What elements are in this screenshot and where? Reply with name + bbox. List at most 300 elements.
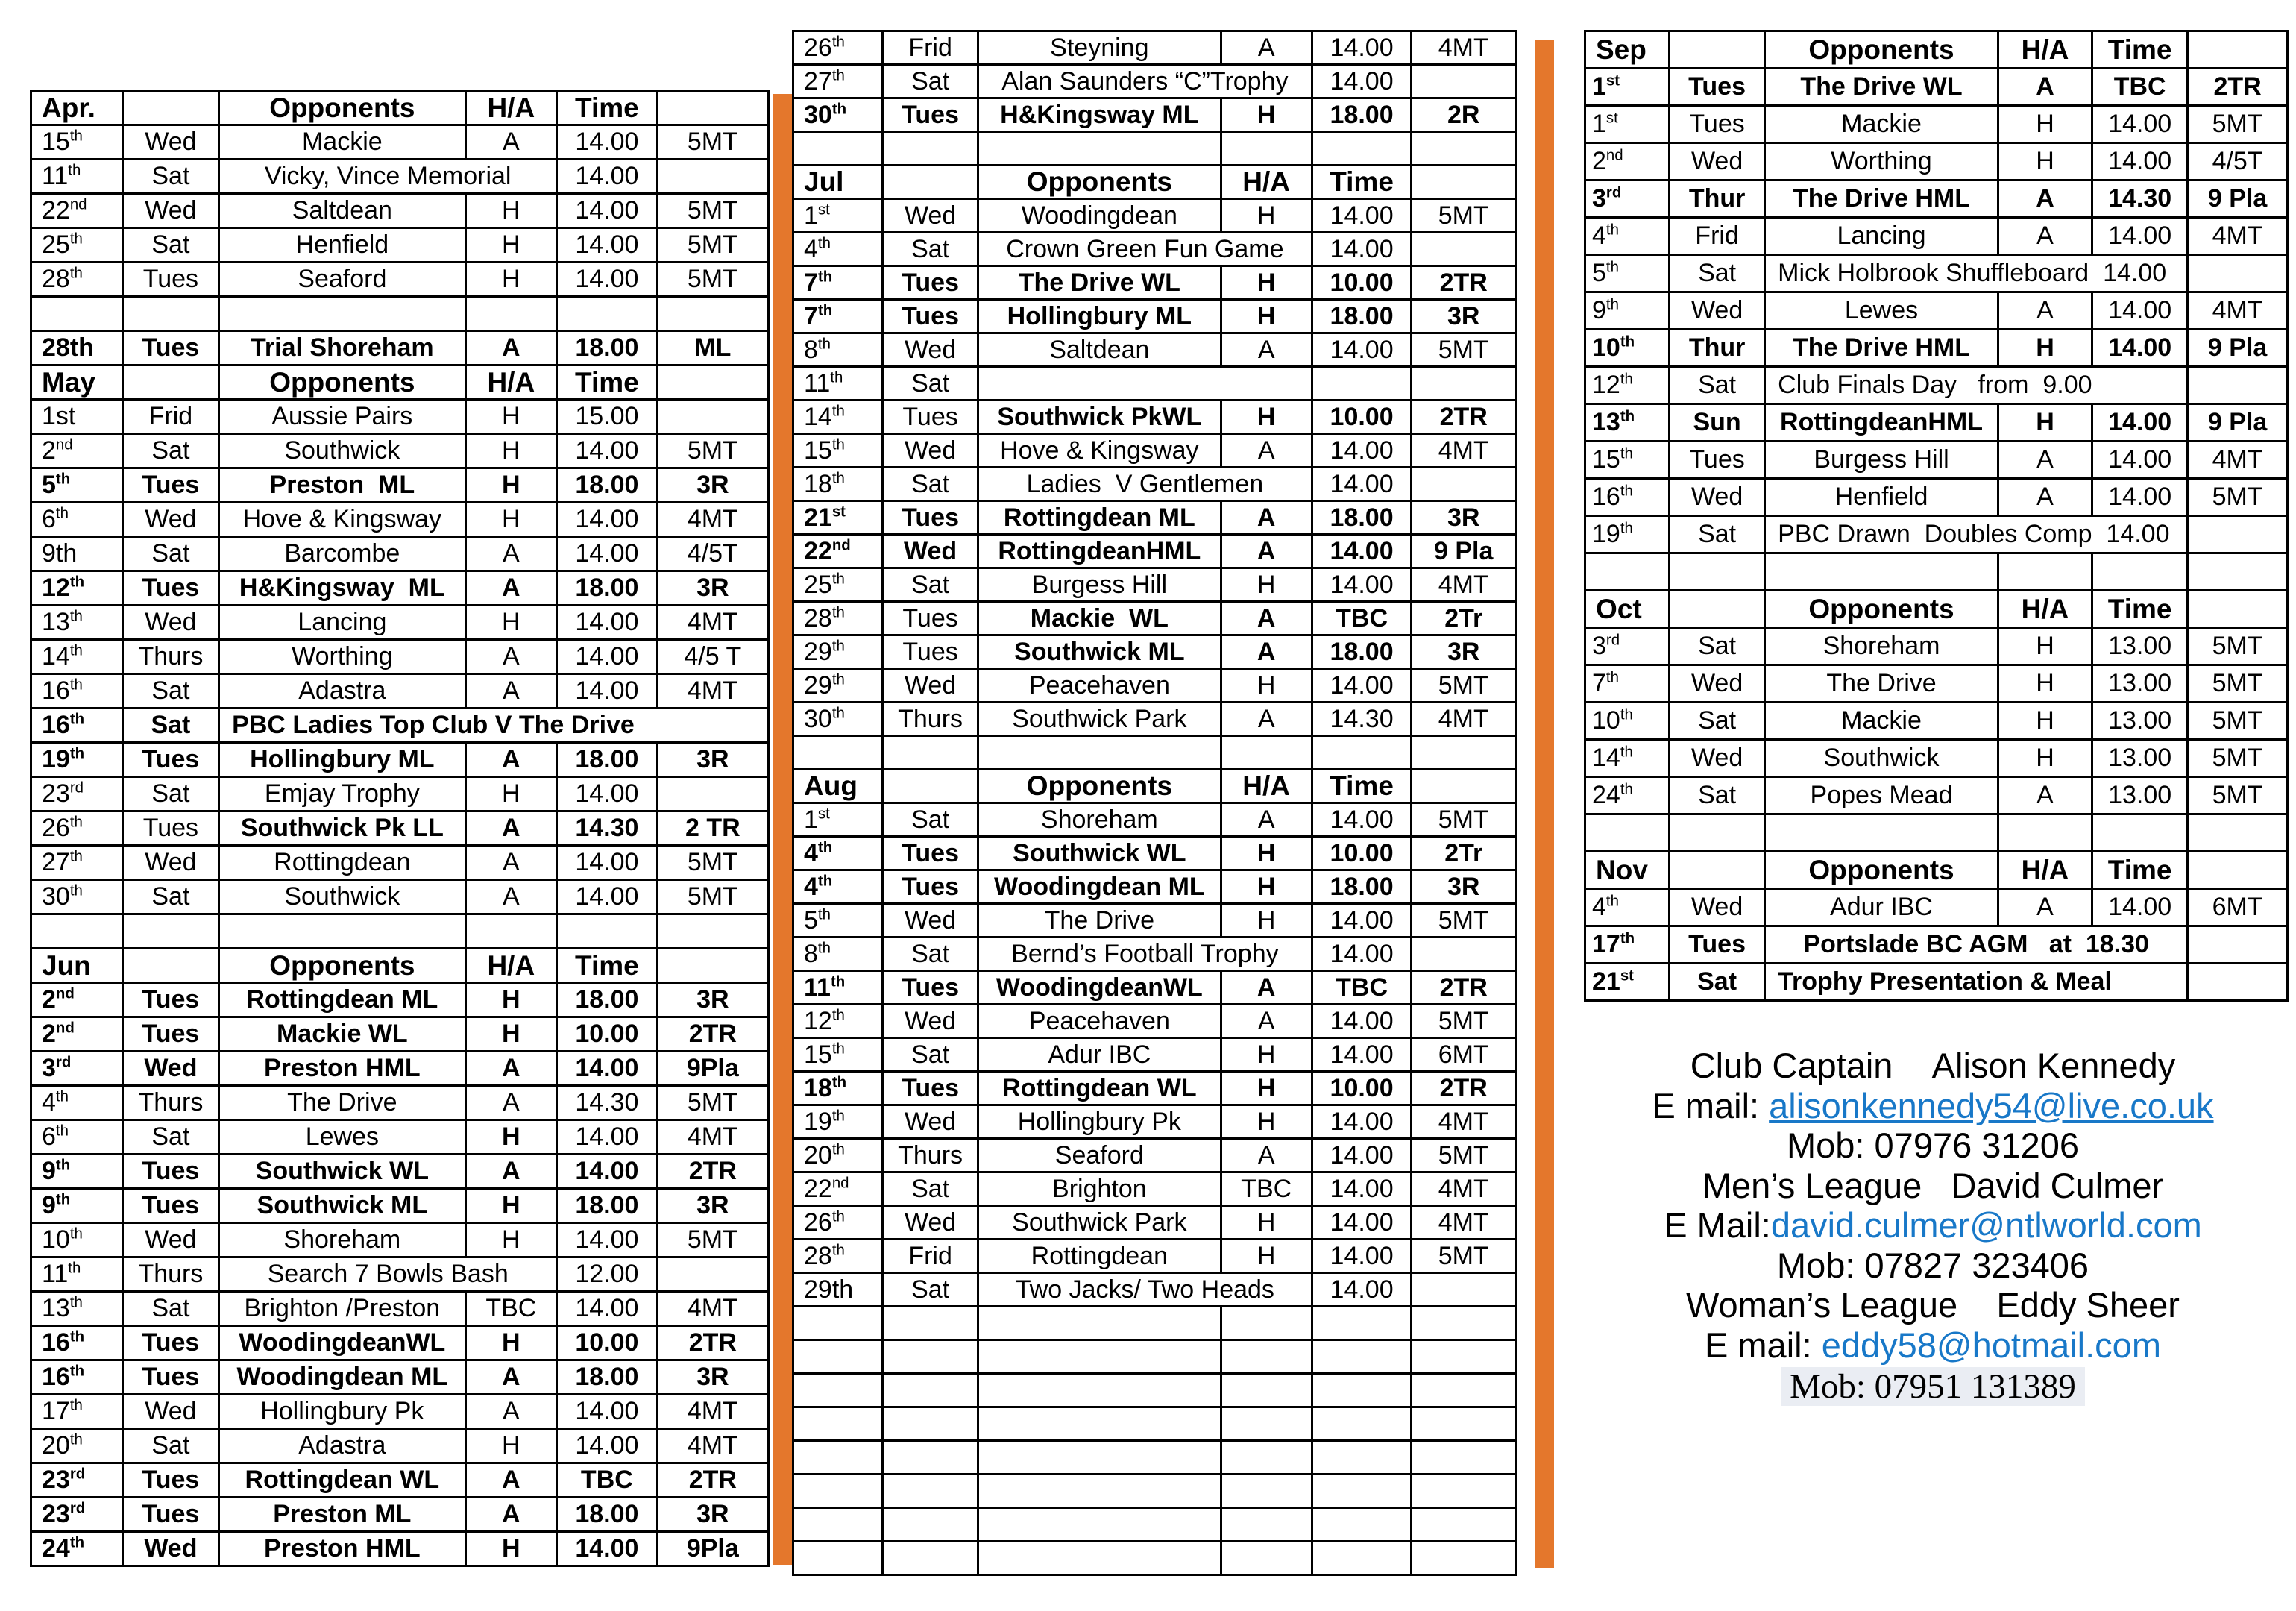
notes-cell: 5MT (657, 263, 768, 297)
notes-header-cell (2188, 591, 2288, 628)
date-cell: 15th (793, 434, 883, 468)
ha-cell: H (1221, 98, 1312, 132)
notes-cell: 3R (1412, 635, 1516, 669)
opponent-cell: The Drive (978, 904, 1221, 938)
notes-cell (1412, 938, 1516, 971)
day-cell: Tues (883, 300, 978, 333)
notes-cell: 5MT (1412, 1240, 1516, 1273)
ha-cell: A (1221, 434, 1312, 468)
time-header-cell: Time (1312, 166, 1412, 199)
time-cell: 14.00 (557, 263, 658, 297)
day-cell: Wed (122, 503, 219, 537)
time-cell: 14.00 (2092, 143, 2188, 180)
date-cell: 9th (31, 537, 123, 571)
day-cell: Tues (883, 401, 978, 434)
time-cell: 14.00 (557, 194, 658, 228)
date-cell: 30th (793, 703, 883, 736)
ha-cell: H (465, 606, 557, 640)
notes-cell (2188, 814, 2288, 852)
captain-email-line (1573, 1086, 2292, 1126)
opponent-cell: Adur IBC (978, 1038, 1221, 1072)
opponent-cell: Southwick (219, 434, 465, 468)
ha-cell: A (1998, 442, 2092, 479)
notes-cell: 9Pla (657, 1532, 768, 1566)
ha-cell: H (1221, 199, 1312, 233)
day-cell: Tues (1670, 106, 1765, 143)
ha-cell: A (1998, 180, 2092, 218)
notes-cell: 2 TR (657, 811, 768, 846)
opponents-header-cell: Opponents (219, 949, 465, 983)
day-cell: Thurs (122, 1086, 219, 1120)
time-cell: 13.00 (2092, 703, 2188, 740)
ha-header-cell: H/A (1998, 852, 2092, 889)
day-cell: Tues (883, 870, 978, 904)
time-cell: 18.00 (1312, 300, 1412, 333)
time-header-cell: Time (2092, 852, 2188, 889)
time-cell: 14.00 (2092, 442, 2188, 479)
day-cell: Tues (122, 1463, 219, 1498)
time-cell: 14.00 (557, 1429, 658, 1463)
notes-cell (1412, 367, 1516, 401)
month-header-cell: Apr. (31, 91, 123, 125)
day-cell: Wed (883, 333, 978, 367)
notes-cell: 5MT (2188, 740, 2288, 777)
opponent-cell: Rottingdean (978, 1240, 1221, 1273)
notes-cell: 3R (657, 468, 768, 503)
opponent-cell: Mackie WL (978, 602, 1221, 635)
ha-header-cell: H/A (1221, 166, 1312, 199)
fixture-row (31, 983, 769, 1017)
time-cell: 14.00 (557, 640, 658, 674)
time-cell (1312, 1307, 1412, 1340)
fixture-row (1585, 479, 2288, 516)
month-header-row (1585, 852, 2288, 889)
ha-cell (1998, 814, 2092, 852)
day-cell: Tues (122, 263, 219, 297)
notes-header-cell (1412, 166, 1516, 199)
date-cell: 11th (793, 971, 883, 1005)
time-cell (1312, 1441, 1412, 1475)
time-cell: TBC (557, 1463, 658, 1498)
opponent-cell: RottingdeanHML (978, 535, 1221, 568)
opponent-cell: H&Kingsway ML (978, 98, 1221, 132)
notes-cell: 4MT (1412, 1206, 1516, 1240)
date-cell (793, 1340, 883, 1374)
time-cell: 10.00 (557, 1326, 658, 1360)
opponent-cell: Shoreham (1765, 628, 1998, 665)
date-cell: 18th (793, 1072, 883, 1105)
fixture-row (1585, 442, 2288, 479)
fixture-row (1585, 740, 2288, 777)
day-cell: Thurs (883, 1139, 978, 1172)
time-cell: 14.00 (1312, 904, 1412, 938)
opponent-cell: Preston HML (219, 1532, 465, 1566)
time-cell: 18.00 (557, 1360, 658, 1395)
ha-cell: H (465, 983, 557, 1017)
opponent-cell: The Drive (1765, 665, 1998, 703)
day-cell: Sat (122, 1429, 219, 1463)
day-cell: Sat (1670, 703, 1765, 740)
merged-event-cell: Mick Holbrook Shuffleboard 14.00 (1765, 255, 2188, 292)
day-cell: Wed (883, 434, 978, 468)
empty-row (793, 1475, 1516, 1508)
ha-cell: A (465, 640, 557, 674)
day-cell: Tues (883, 602, 978, 635)
time-cell: 14.30 (557, 1086, 658, 1120)
ha-cell: H (1221, 1105, 1312, 1139)
opponent-cell: Preston HML (219, 1052, 465, 1086)
date-cell (793, 1508, 883, 1542)
notes-cell: 4MT (1412, 568, 1516, 602)
ha-cell: A (1998, 479, 2092, 516)
opponent-cell: WoodingdeanWL (219, 1326, 465, 1360)
opponent-cell (219, 914, 465, 949)
notes-cell (1412, 1374, 1516, 1407)
contact-text: E mail: (1652, 1085, 1770, 1125)
notes-cell (657, 297, 768, 331)
ha-cell: A (465, 743, 557, 777)
fixture-row (793, 199, 1516, 233)
time-cell (1312, 1374, 1412, 1407)
time-cell: 14.00 (557, 434, 658, 468)
opponent-cell: Southwick (1765, 740, 1998, 777)
notes-cell: 4MT (2188, 292, 2288, 330)
day-cell: Wed (122, 125, 219, 160)
fixture-row (1585, 292, 2288, 330)
day-header-cell (883, 166, 978, 199)
opponent-cell: Saltdean (219, 194, 465, 228)
date-cell: 2nd (31, 1017, 123, 1052)
date-cell: 2nd (31, 983, 123, 1017)
day-cell: Sat (122, 880, 219, 914)
notes-cell: 4MT (1412, 1172, 1516, 1206)
date-cell: 14th (793, 401, 883, 434)
opponent-cell: Mackie (1765, 703, 1998, 740)
day-cell: Sat (883, 1273, 978, 1307)
notes-cell: 4MT (657, 503, 768, 537)
notes-cell: 4/5 T (657, 640, 768, 674)
opponent-cell: Rottingdean ML (978, 501, 1221, 535)
fixture-row (31, 1189, 769, 1223)
fixture-row (793, 31, 1516, 65)
divider-bar-right (1535, 40, 1554, 1568)
opponents-header-cell: Opponents (219, 365, 465, 400)
notes-cell (1412, 1307, 1516, 1340)
ha-cell (1221, 1508, 1312, 1542)
day-cell (122, 914, 219, 949)
empty-row (1585, 814, 2288, 852)
fixture-row (31, 640, 769, 674)
notes-cell: 4MT (1412, 1105, 1516, 1139)
time-header-cell: Time (557, 91, 658, 125)
ha-cell: H (1221, 1038, 1312, 1072)
notes-cell: 4MT (657, 1395, 768, 1429)
day-cell: Wed (883, 669, 978, 703)
opponent-cell: Worthing (1765, 143, 1998, 180)
date-cell: 9th (31, 1189, 123, 1223)
date-cell: 24th (1585, 777, 1670, 814)
day-cell (883, 132, 978, 166)
fixtures-table-sep-nov (1584, 30, 2289, 1002)
email-link[interactable]: david.culmer@ntlworld.com (1770, 1205, 2202, 1246)
day-cell: Tues (883, 635, 978, 669)
date-cell: 13th (1585, 404, 1670, 442)
notes-cell: 5MT (1412, 199, 1516, 233)
notes-cell: 6MT (2188, 889, 2288, 926)
fixture-row (793, 65, 1516, 98)
notes-header-cell (2188, 31, 2288, 69)
time-cell: 14.00 (557, 606, 658, 640)
notes-cell (2188, 926, 2288, 964)
notes-cell: 5MT (2188, 479, 2288, 516)
ha-cell: A (465, 1086, 557, 1120)
fixture-row (1585, 218, 2288, 255)
ha-cell (465, 914, 557, 949)
fixture-row (793, 837, 1516, 870)
opponents-header-cell: Opponents (1765, 31, 1998, 69)
opponent-cell: Emjay Trophy (219, 777, 465, 811)
month-header-cell: May (31, 365, 123, 400)
time-cell: 13.00 (2092, 740, 2188, 777)
email-link[interactable]: eddy58@hotmail.com (1821, 1325, 2161, 1366)
ha-cell: H (465, 1326, 557, 1360)
opponent-cell: The Drive HML (1765, 330, 1998, 367)
time-cell: 14.00 (1312, 1273, 1412, 1307)
fixture-row (31, 880, 769, 914)
notes-cell (1412, 1542, 1516, 1575)
ha-cell: H (1998, 628, 2092, 665)
fixture-row (31, 1429, 769, 1463)
notes-cell: 5MT (2188, 628, 2288, 665)
opponent-cell: Adastra (219, 1429, 465, 1463)
time-cell: 14.00 (1312, 1206, 1412, 1240)
time-cell: 13.00 (2092, 777, 2188, 814)
month-header-row (31, 365, 769, 400)
date-cell: 30th (31, 880, 123, 914)
notes-cell: 3R (657, 1498, 768, 1532)
day-cell: Sat (883, 1038, 978, 1072)
date-cell: 9th (31, 1155, 123, 1189)
ha-cell: A (1221, 501, 1312, 535)
ha-cell: H (465, 468, 557, 503)
ha-cell (1221, 1441, 1312, 1475)
opponents-header-cell: Opponents (219, 91, 465, 125)
date-cell: 6th (31, 503, 123, 537)
date-cell: 10th (1585, 703, 1670, 740)
day-cell: Tues (1670, 926, 1765, 964)
date-cell: 3rd (1585, 628, 1670, 665)
ha-cell: H (1221, 904, 1312, 938)
opponent-cell: WoodingdeanWL (978, 971, 1221, 1005)
fixture-row (793, 803, 1516, 837)
date-cell: 4th (1585, 889, 1670, 926)
ha-cell: A (1221, 803, 1312, 837)
date-cell: 17th (31, 1395, 123, 1429)
time-cell: 14.00 (2092, 330, 2188, 367)
contact-text: E Mail: (1664, 1205, 1771, 1246)
ha-cell: H (1998, 330, 2092, 367)
time-cell: 14.00 (557, 1532, 658, 1566)
date-cell: 5th (31, 468, 123, 503)
fixtures-table-apr-jun (30, 90, 770, 1567)
opponent-cell (978, 132, 1221, 166)
opponent-cell (978, 1508, 1221, 1542)
notes-cell: 9 Pla (2188, 180, 2288, 218)
notes-cell: 2TR (1412, 971, 1516, 1005)
opponent-cell: Seaford (978, 1139, 1221, 1172)
date-cell: 27th (31, 846, 123, 880)
notes-cell (657, 160, 768, 194)
opponent-cell: The Drive HML (1765, 180, 1998, 218)
fixture-row (31, 811, 769, 846)
ha-cell: A (1221, 1139, 1312, 1172)
time-cell: 18.00 (1312, 870, 1412, 904)
empty-row (793, 1374, 1516, 1407)
fixture-row (31, 1360, 769, 1395)
day-cell: Wed (122, 194, 219, 228)
fixture-row (793, 468, 1516, 501)
fixture-row (793, 938, 1516, 971)
day-cell: Sat (1670, 964, 1765, 1001)
ha-cell: A (465, 674, 557, 709)
day-cell: Sat (883, 938, 978, 971)
fixture-row (31, 571, 769, 606)
date-cell: 19th (793, 1105, 883, 1139)
day-cell: Thur (1670, 330, 1765, 367)
notes-cell: 5MT (1412, 333, 1516, 367)
notes-cell: 2TR (657, 1155, 768, 1189)
ha-cell: A (465, 811, 557, 846)
day-cell: Sat (883, 468, 978, 501)
date-cell: 16th (31, 1326, 123, 1360)
fixture-row (31, 1223, 769, 1257)
day-header-cell (122, 365, 219, 400)
day-cell: Thurs (122, 640, 219, 674)
ha-cell: A (1998, 889, 2092, 926)
fixture-row (31, 846, 769, 880)
day-cell: Sat (122, 160, 219, 194)
notes-cell: 3R (657, 1189, 768, 1223)
contact-info-block (1573, 1046, 2292, 1407)
date-cell: 23rd (31, 1463, 123, 1498)
fixture-row (1585, 255, 2288, 292)
notes-cell (2188, 255, 2288, 292)
day-cell: Sat (122, 777, 219, 811)
time-cell: 12.00 (557, 1257, 658, 1292)
opponent-cell: Shoreham (219, 1223, 465, 1257)
notes-cell: 4MT (2188, 218, 2288, 255)
fixture-row (31, 1052, 769, 1086)
date-cell: 16th (31, 1360, 123, 1395)
fixture-row (31, 503, 769, 537)
date-cell: 12th (1585, 367, 1670, 404)
opponent-cell: Southwick Pk LL (219, 811, 465, 846)
ha-cell: H (465, 1223, 557, 1257)
date-cell: 13th (31, 1292, 123, 1326)
fixture-row (31, 674, 769, 709)
opponent-cell: Trial Shoreham (219, 331, 465, 365)
fixture-row (793, 1005, 1516, 1038)
fixture-row (1585, 926, 2288, 964)
notes-cell: 5MT (2188, 777, 2288, 814)
time-cell: 14.00 (1312, 1005, 1412, 1038)
opponent-cell: Rottingdean WL (219, 1463, 465, 1498)
ha-cell: H (1998, 404, 2092, 442)
fixture-row (793, 98, 1516, 132)
date-cell (793, 1475, 883, 1508)
opponent-cell: Rottingdean WL (978, 1072, 1221, 1105)
day-cell: Sat (122, 228, 219, 263)
fixture-row (31, 1155, 769, 1189)
fixture-row (31, 125, 769, 160)
fixture-row (793, 971, 1516, 1005)
notes-cell: 4MT (657, 1292, 768, 1326)
ha-cell: A (465, 537, 557, 571)
fixture-row (1585, 69, 2288, 106)
notes-cell: 6MT (1412, 1038, 1516, 1072)
fixture-row (793, 434, 1516, 468)
day-header-cell (122, 949, 219, 983)
date-cell: 23rd (31, 777, 123, 811)
day-header-cell (1670, 591, 1765, 628)
time-cell: 18.00 (557, 983, 658, 1017)
date-cell: 24th (31, 1532, 123, 1566)
ha-cell: H (1221, 568, 1312, 602)
month-header-row (31, 949, 769, 983)
opponent-cell: Henfield (1765, 479, 1998, 516)
notes-cell: 9 Pla (1412, 535, 1516, 568)
day-cell (1670, 553, 1765, 591)
opponent-cell: Lancing (1765, 218, 1998, 255)
fixture-row (1585, 703, 2288, 740)
day-cell (883, 1307, 978, 1340)
opponent-cell: Rottingdean (219, 846, 465, 880)
opponent-cell: Brighton (978, 1172, 1221, 1206)
fixture-row (31, 743, 769, 777)
opponent-cell: Saltdean (978, 333, 1221, 367)
ha-cell (1221, 1374, 1312, 1407)
time-cell: 14.00 (1312, 1172, 1412, 1206)
day-cell (883, 1475, 978, 1508)
contact-text: Mob: 07976 31206 (1787, 1125, 2079, 1166)
opponent-cell: Adur IBC (1765, 889, 1998, 926)
womans-mobile-line (1573, 1366, 2292, 1407)
day-header-cell (122, 91, 219, 125)
time-cell: 14.00 (2092, 106, 2188, 143)
day-header-cell (883, 770, 978, 803)
email-link[interactable]: alisonkennedy54@live.co.uk (1769, 1085, 2214, 1125)
fixture-row (31, 228, 769, 263)
time-cell: 14.00 (1312, 803, 1412, 837)
time-cell (1312, 1542, 1412, 1575)
date-cell: 4th (793, 870, 883, 904)
opponent-cell: Peacehaven (978, 669, 1221, 703)
womans-email-line (1573, 1325, 2292, 1366)
fixture-row (793, 367, 1516, 401)
date-cell: 29th (793, 1273, 883, 1307)
time-cell: 10.00 (1312, 401, 1412, 434)
day-cell: Sat (1670, 628, 1765, 665)
notes-cell: 2Tr (1412, 602, 1516, 635)
contact-text: Men’s League David Culmer (1702, 1165, 2164, 1205)
fixture-row (31, 777, 769, 811)
time-cell: 14.00 (2092, 479, 2188, 516)
notes-cell (657, 914, 768, 949)
ha-cell: A (465, 1463, 557, 1498)
fixture-row (1585, 628, 2288, 665)
fixture-row (1585, 143, 2288, 180)
time-cell: 14.00 (557, 503, 658, 537)
